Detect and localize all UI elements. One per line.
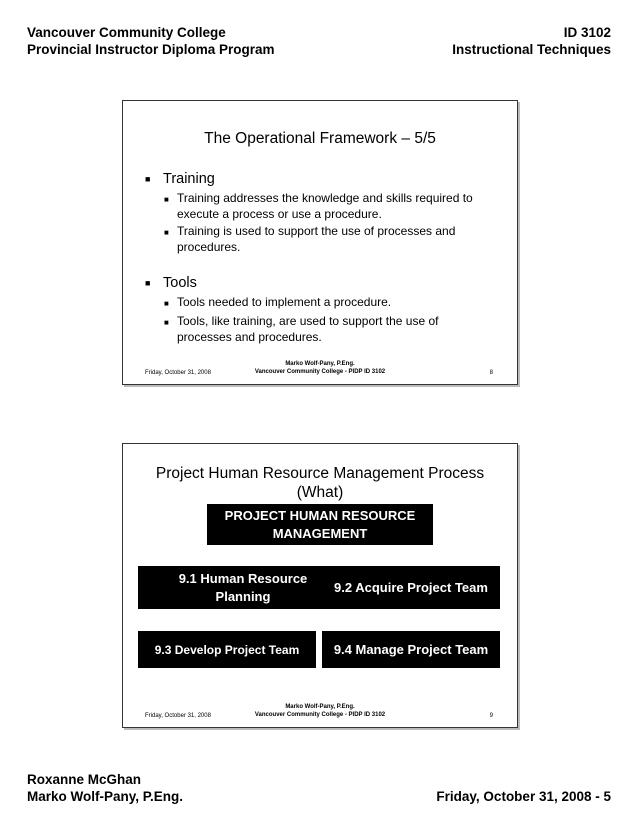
page-footer-left (27, 771, 183, 805)
square-bullet-icon: ■ (164, 228, 169, 237)
course-name: Instructional Techniques (452, 42, 611, 57)
slide-footer-date: Friday, October 31, 2008 (145, 370, 211, 376)
square-bullet-icon: ■ (164, 318, 169, 327)
process-box-9-4: 9.4 Manage Project Team (322, 631, 500, 668)
page-footer-date: Friday, October 31, 2008 - 5 (436, 789, 611, 804)
page-header-right (452, 24, 611, 58)
square-bullet-icon: ■ (145, 174, 151, 184)
bullet-item: ■ Training is used to support the use of processes and procedures. (164, 224, 456, 254)
square-bullet-icon: ■ (164, 299, 169, 308)
slide-9 (122, 443, 518, 728)
course-id: ID 3102 (563, 25, 611, 40)
process-box-9-1: 9.1 Human Resource Planning (138, 566, 348, 609)
bullet-item: ■ Training addresses the knowledge and skills required to execute a process or use a procedure. (164, 191, 473, 221)
slide-footer-author: Marko Wolf-Pany, P.Eng. (285, 361, 355, 367)
main-process-box: PROJECT HUMAN RESOURCE MANAGEMENT (207, 504, 433, 545)
slide-footer-credit (123, 703, 517, 719)
page-header-left (27, 24, 275, 58)
bullet-heading-tools: ■ Tools (145, 275, 197, 291)
process-box-9-2: 9.2 Acquire Project Team (322, 566, 500, 609)
process-box-9-3: 9.3 Develop Project Team (138, 631, 316, 668)
slide-footer-org: Vancouver Community College - PIDP ID 3102 (254, 369, 386, 375)
bullet-item: ■ Tools, like training, are used to support the use of processes and procedures. (164, 314, 439, 344)
slide-footer-credit (123, 360, 517, 376)
bullet-heading-training: ■ Training (145, 171, 215, 187)
bullet-item: ■ Tools needed to implement a procedure. (164, 295, 489, 311)
slide-footer-date: Friday, October 31, 2008 (145, 713, 211, 719)
slide-title: Project Human Resource Management Process (What) (155, 465, 485, 501)
college-name: Vancouver Community College (27, 25, 226, 40)
square-bullet-icon: ■ (145, 278, 151, 288)
author-name: Marko Wolf-Pany, P.Eng. (27, 789, 184, 804)
slide-footer-author: Marko Wolf-Pany, P.Eng. (285, 704, 355, 710)
slide-8 (122, 100, 518, 385)
program-name: Provincial Instructor Diploma Program (27, 42, 275, 57)
square-bullet-icon: ■ (164, 195, 169, 204)
slide-page-number: 9 (489, 713, 493, 719)
instructor-name: Roxanne McGhan (27, 772, 142, 787)
slide-footer-org: Vancouver Community College - PIDP ID 3102 (254, 712, 386, 718)
slide-page-number: 8 (489, 370, 493, 376)
slide-title: The Operational Framework – 5/5 (204, 130, 436, 147)
